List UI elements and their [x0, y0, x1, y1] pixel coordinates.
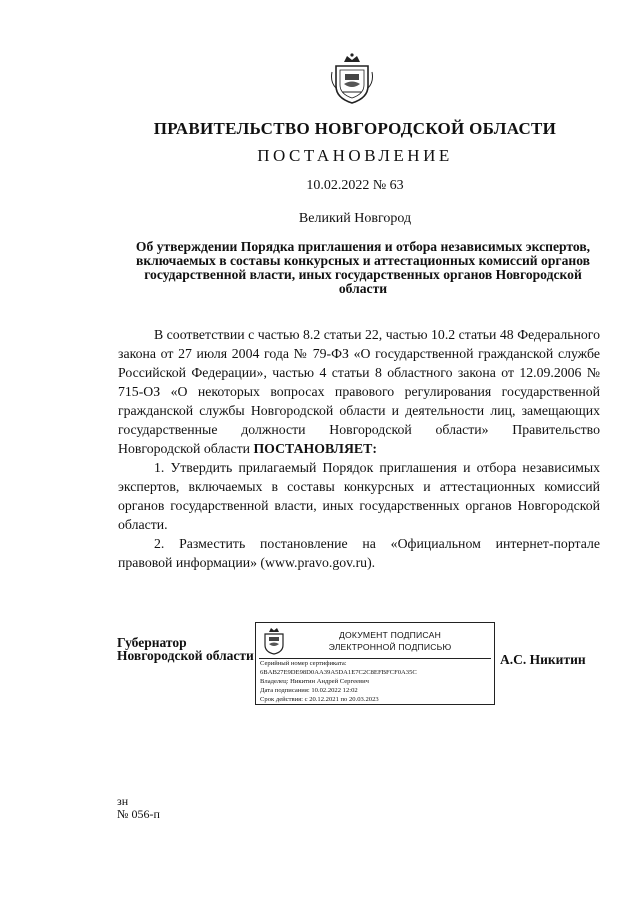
stamp-heading-2: ЭЛЕКТРОННОЙ ПОДПИСЬЮ	[328, 642, 452, 652]
date-and-number: 10.02.2022 № 63	[306, 178, 404, 193]
stamp-heading-1: ДОКУМЕНТ ПОДПИСАН	[338, 630, 441, 640]
document-type: ПОСТАНОВЛЕНИЕ	[257, 146, 453, 165]
electronic-signature-stamp	[255, 622, 495, 705]
footer-code	[117, 795, 160, 821]
signer-position-line1: Губернатор	[117, 635, 187, 650]
stamp-serial: 6BAB27E9DE98D0AA39A5DA1E7C2C8EFBFCF0A35C	[260, 669, 417, 676]
signer-position	[117, 636, 254, 662]
item-2: 2. Разместить постановление на «Официальном интернет-портале правовой информации» (www.pravo.gov.ru).	[118, 536, 600, 570]
item-1: 1. Утвердить прилагаемый Порядок приглашения и отбора независимых экспертов, включаемых в составы конкурсных и аттестационных комиссий органов государственной власти, иных государственных органов Новгородской области.	[118, 460, 600, 532]
coat-of-arms-icon	[330, 52, 374, 104]
stamp-owner: Владелец: Никитин Андрей Сергеевич	[260, 678, 369, 685]
decree-word: ПОСТАНОВЛЯЕТ:	[253, 441, 377, 456]
signer-position-line2: Новгородской области	[117, 648, 254, 663]
preamble-text: В соответствии с частью 8.2 статьи 22, частью 10.2 статьи 48 Федерального закона от 27 июля 2004 года № 79-ФЗ «О государственной гражданской службе Российской Федерации», частью 4 статьи 8 областного закона от 12.09.2006 № 715-ОЗ «О некоторых вопросах правового регулирования государственной гражданской службы Новгородской области и деятельности лиц, замещающих государственные должности Новгородской области» Правительство Новгородской области	[118, 327, 600, 456]
footer-initials: зн	[117, 794, 129, 808]
preamble-paragraph	[118, 325, 600, 458]
footer-number: № 056-п	[117, 807, 160, 821]
government-title: ПРАВИТЕЛЬСТВО НОВГОРОДСКОЙ ОБЛАСТИ	[153, 119, 557, 138]
document-body	[118, 325, 600, 572]
stamp-serial-label: Серийный номер сертификата:	[260, 660, 347, 667]
signer-name: А.С. Никитин	[500, 652, 586, 667]
city: Великий Новгород	[298, 211, 412, 226]
stamp-divider	[259, 658, 491, 659]
stamp-signed-date: Дата подписания: 10.02.2022 12:02	[260, 687, 358, 694]
document-subject: Об утверждении Порядка приглашения и отбора независимых экспертов, включаемых в составы конкурсных и аттестационных комиссий органов государственной власти, иных государственных органов Новгородской области	[135, 239, 591, 296]
stamp-coat-of-arms-icon	[262, 627, 286, 655]
stamp-validity: Срок действия: с 20.12.2021 по 20.03.2023	[260, 696, 379, 703]
